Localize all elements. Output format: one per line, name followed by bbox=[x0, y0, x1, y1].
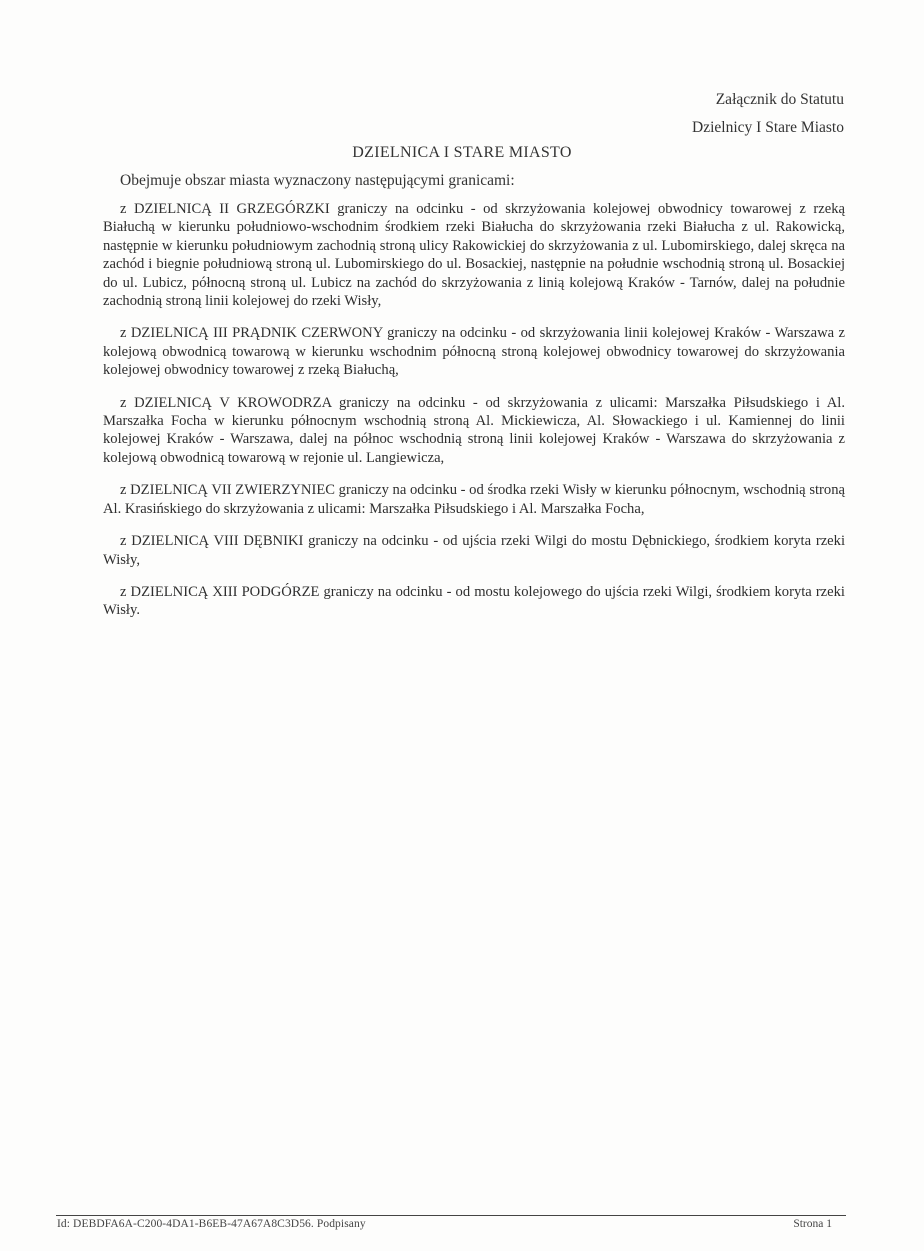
footer-page-number: Strona 1 bbox=[793, 1218, 832, 1230]
document-title: DZIELNICA I STARE MIASTO bbox=[352, 144, 572, 161]
paragraph-debniki: z DZIELNICĄ VIII DĘBNIKI graniczy na odcinku - od ujścia rzeki Wilgi do mostu Dębnickiego, środkiem koryta rzeki Wisły, bbox=[103, 533, 845, 568]
attachment-line-2: Dzielnicy I Stare Miasto bbox=[692, 119, 844, 136]
document-body bbox=[103, 200, 845, 634]
footer-document-id: Id: DEBDFA6A-C200-4DA1-B6EB-47A67A8C3D56. Podpisany bbox=[57, 1218, 366, 1230]
intro-text: Obejmuje obszar miasta wyznaczony następującymi granicami: bbox=[120, 172, 515, 189]
paragraph-podgorze: z DZIELNICĄ XIII PODGÓRZE graniczy na odcinku - od mostu kolejowego do ujścia rzeki Wilgi, środkiem koryta rzeki Wisły. bbox=[103, 583, 845, 619]
paragraph-pradnik-czerwony: z DZIELNICĄ III PRĄDNIK CZERWONY graniczy na odcinku - od skrzyżowania linii kolejowej Kraków - Warszawa z kolejową obwodnicą towarową w kierunku wschodnim północną stroną kolejowej obwodnicy towarowej do skrzyżowania kolejowej obwodnicy towarowej z rzeką Białuchą, bbox=[103, 325, 845, 379]
paragraph-zwierzyniec: z DZIELNICĄ VII ZWIERZYNIEC graniczy na odcinku - od środka rzeki Wisły w kierunku północnym, wschodnią stroną Al. Krasińskiego do skrzyżowania z ulicami: Marszałka Piłsudskiego i Al. Marszałka Focha, bbox=[103, 482, 845, 517]
paragraph-krowodrza: z DZIELNICĄ V KROWODRZA graniczy na odcinku - od skrzyżowania z ulicami: Marszałka Piłsudskiego i Al. Marszałka Focha w kierunku północnym wschodnią stroną Al. Mickiewicza, Al. Słowackiego i ul. Kamiennej do linii kolejowej Kraków - Warszawa, dalej na północ wschodnią stroną linii kolejowej Kraków - Warszawa do skrzyżowania z kolejową obwodnicą towarową w rejonie ul. Langiewicza, bbox=[103, 394, 845, 466]
attachment-note bbox=[692, 86, 844, 142]
attachment-line-1: Załącznik do Statutu bbox=[715, 91, 844, 108]
paragraph-grzegorzki: z DZIELNICĄ II GRZEGÓRZKI graniczy na odcinku - od skrzyżowania kolejowej obwodnicy towarowej z rzeką Białuchą w kierunku południowo-wschodnim środkiem rzeki Białucha do skrzyżowania rzeki Białucha z ul. Rakowicką, następnie w kierunku południowym zachodnią stroną ulicy Rakowickiej do skrzyżowania z ul. Lubomirskiego, dalej skręca na zachód i biegnie południową stroną ul. Lubomirskiego do ul. Bosackiej, następnie na południe wschodnią stroną ul. Bosackiej do ul. Lubicz, północną stroną ul. Lubicz na zachód do skrzyżowania z linią kolejową Kraków - Tarnów, dalej na południe zachodnią stroną linii kolejowej do rzeki Wisły, bbox=[103, 201, 845, 310]
footer-divider bbox=[56, 1215, 846, 1216]
